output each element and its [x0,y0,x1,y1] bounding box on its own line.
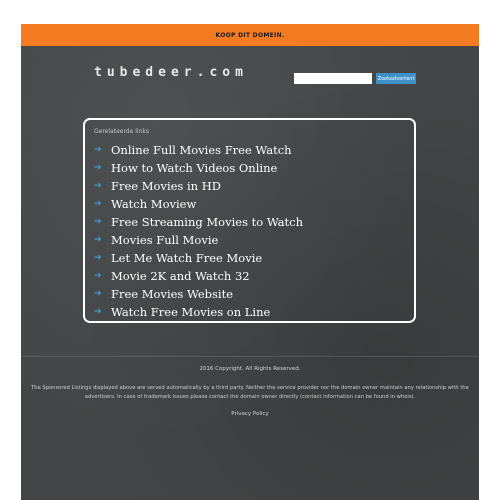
arrow-right-icon: ➔ [94,145,102,155]
related-link[interactable]: Free Movies Website [111,287,234,301]
related-link[interactable]: Free Streaming Movies to Watch [111,215,303,229]
related-link[interactable]: Watch Free Movies on Line [111,305,271,319]
related-links-heading: Gerelateerde links [94,128,149,135]
arrow-right-icon: ➔ [94,181,102,191]
related-link-item[interactable] [94,177,303,195]
footer-copyright: 2016 Copyright. All Rights Reserved. [199,366,301,372]
footer-divider [21,356,479,357]
related-link-item[interactable] [94,231,303,249]
arrow-right-icon: ➔ [94,163,102,173]
related-link-item[interactable] [94,141,303,159]
arrow-right-icon: ➔ [94,271,102,281]
related-links-list [94,141,303,321]
search-input[interactable] [294,73,372,84]
search-form [294,73,416,84]
related-link[interactable]: Movies Full Movie [111,233,219,247]
related-link-item[interactable] [94,267,303,285]
arrow-right-icon: ➔ [94,289,102,299]
site-logo[interactable]: tubedeer.com [94,65,248,80]
related-link[interactable]: Online Full Movies Free Watch [111,143,292,157]
related-link[interactable]: How to Watch Videos Online [111,161,278,175]
buy-domain-label: KOOP DIT DOMEIN. [215,31,285,39]
search-button[interactable]: Zoekadvertent [376,73,416,84]
arrow-right-icon: ➔ [94,307,102,317]
related-link[interactable]: Watch Moview [111,197,197,211]
arrow-right-icon: ➔ [94,217,102,227]
buy-domain-banner[interactable] [21,24,479,46]
related-links-box [83,118,416,323]
related-link[interactable]: Free Movies in HD [111,179,221,193]
arrow-right-icon: ➔ [94,235,102,245]
related-link-item[interactable] [94,159,303,177]
related-link[interactable]: Movie 2K and Watch 32 [111,269,250,283]
footer-disclaimer: The Sponsored Listings displayed above are served automatically by a third party. Neither the service provider nor the domain owner maintain any relationship with the advertisers. In case of trademark issues please contact the domain owner directly (contact information can be found in whois). [31,385,469,400]
page-background [21,24,479,500]
arrow-right-icon: ➔ [94,253,102,263]
related-link-item[interactable] [94,303,303,321]
arrow-right-icon: ➔ [94,199,102,209]
related-link-item[interactable] [94,195,303,213]
related-link[interactable]: Let Me Watch Free Movie [111,251,263,265]
related-link-item[interactable] [94,285,303,303]
related-link-item[interactable] [94,213,303,231]
privacy-policy-link[interactable]: Privacy Policy [231,411,269,417]
related-link-item[interactable] [94,249,303,267]
